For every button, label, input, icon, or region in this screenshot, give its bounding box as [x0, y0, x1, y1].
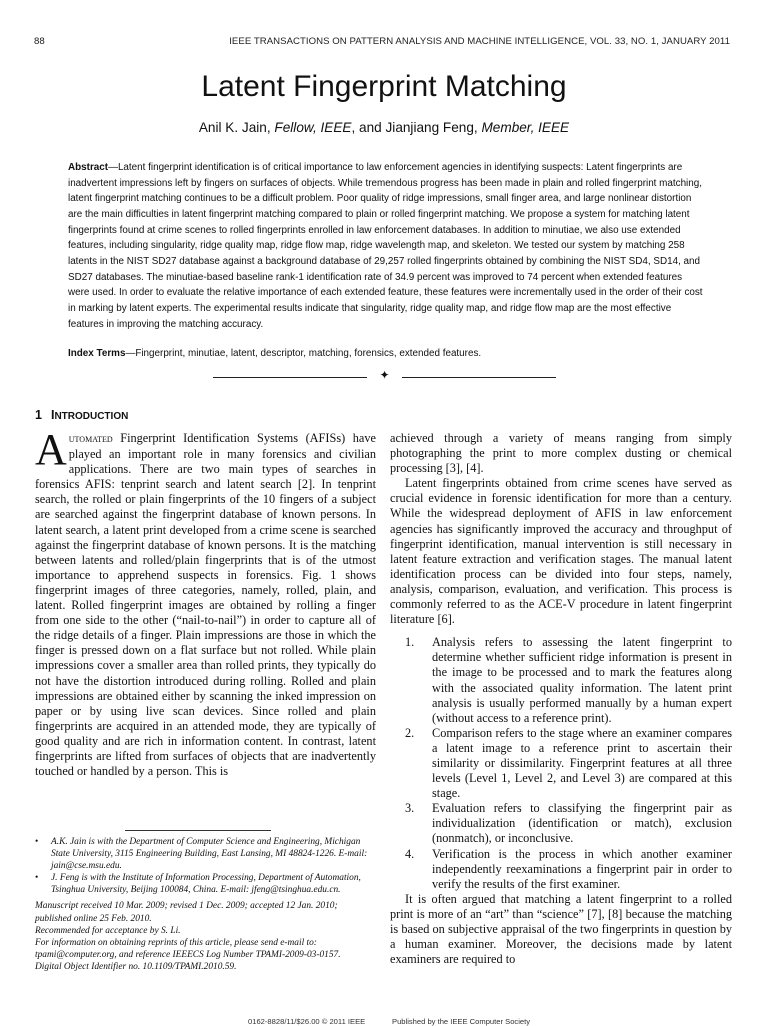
- right-column: [390, 431, 732, 967]
- divider-line-right: [402, 377, 556, 378]
- list-text: Analysis refers to assessing the latent fingerprint to determine whether sufficient ridge information is present in the image to be processed and to mark the features along with the associated quality information. The latent print analysis is usually performed manually by a human expert (without access to a reference print).: [432, 635, 732, 725]
- author-name: Anil K. Jain,: [198, 120, 271, 135]
- index-terms: [68, 346, 703, 361]
- list-number: 1.: [405, 635, 415, 650]
- lead-smallcaps: utomated: [68, 433, 113, 445]
- intro-paragraph: [35, 425, 376, 779]
- paper-title: Latent Fingerprint Matching: [201, 70, 567, 103]
- section-title-rest: NTRODUCTION: [54, 411, 129, 422]
- reprints-note: For information on obtaining reprints of this article, please send e-mail to: tpami@computer.org, and reference IEEECS Log Number TPAMI-2009-03-0157.: [35, 937, 341, 960]
- list-item: [390, 801, 732, 846]
- footnote-text: J. Feng is with the Institute of Information Processing, Department of Automation, Tsinghua University, Beijing 100084, China. E-mail: jfeng@tsinghua.edu.cn.: [51, 873, 361, 896]
- doi-note: Digital Object Identifier no. 10.1109/TPAMI.2010.59.: [35, 961, 237, 972]
- section-heading: [35, 408, 128, 422]
- list-number: 4.: [405, 846, 415, 861]
- bullet-icon: •: [35, 837, 39, 847]
- copyright-footer: 0162-8828/11/$26.00 © 2011 IEEE: [248, 1017, 366, 1026]
- abstract-text: —Latent fingerprint identification is of critical importance to law enforcement agencies in identifying suspects: Latent fingerprints are inadvertent impressions left by fingers on surfaces of objects. While tremendous progress has been made in plain and rolled fingerprint matching, latent fingerprint matching continues to be a difficult problem. Poor quality of ridge impressions, small finger area, and large nonlinear distortion are the main difficulties in latent fingerprint matching compared to plain or rolled fingerprint matching. We propose a system for matching latent fingerprints found at crime scenes to rolled fingerprints enrolled in law enforcement databases. In addition to minutiae, we also use extended features, including singularity, ridge quality map, ridge flow map, ridge wavelength map, and skeleton. We tested our system by matching 258 latents in the NIST SD27 database against a background database of 29,257 rolled fingerprints obtained by combining the NIST SD4, SD14, and SD27 databases. The minutiae-based baseline rank-1 identification rate of 34.9 percent was improved to 74 percent when extended features were used. In order to evaluate the relative importance of each extended feature, these features were incrementally used in the order of their cost in marking by latent experts. The experimental results indicate that singularity, ridge quality map, and ridge flow map are the most effective features in improving the matching accuracy.: [68, 162, 703, 330]
- list-number: 2.: [405, 725, 415, 740]
- body-paragraph: achieved through a variety of means ranging from simply photographing the print to more complex dusting or chemical processing [3], [4].: [390, 431, 732, 476]
- author-conjunction: , and: [351, 120, 382, 135]
- section-divider: [213, 370, 556, 386]
- recommended-note: Recommended for acceptance by S. Li.: [35, 925, 181, 936]
- ace-v-list: [390, 635, 732, 892]
- divider-ornament-icon: ✦: [379, 368, 390, 382]
- author-line: [0, 120, 768, 135]
- author-footnote: [35, 872, 376, 896]
- footnote-rule: [125, 830, 271, 831]
- author-role: Fellow, IEEE: [274, 120, 352, 135]
- bullet-icon: •: [35, 873, 39, 884]
- abstract: [68, 160, 703, 332]
- body-paragraph: It is often argued that matching a latent fingerprint to a rolled print is more of an “art” than “science” [7], [8] because the matching is based on subjective appraisal of the two fingerprints in question by a human examiner. Moreover, the decisions made by latent examiners are required to: [390, 891, 732, 967]
- author-role: Member, IEEE: [481, 120, 570, 135]
- intro-text: Fingerprint Identification Systems (AFISs) have played an important role in many forensics and civilian applications. There are two main types of searches in forensics AFIS: tenprint search and latent search [2]. In tenprint search, the rolled or plain fingerprints of the 10 fingers of a subject are searched against the fingerprint database of known persons. In latent search, a latent print developed from a crime scene is searched against the fingerprint database of known persons. It is the matching between latents and rolled/plain fingerprints that is of the utmost importance to apprehend suspects in forensics. Fig. 1 shows fingerprint images of three categories, namely, rolled, plain, and latent. Rolled fingerprint images are obtained by rolling a finger from one side to the other (“nail-to-nail”) in order to capture all of the ridge details of a finger. Plain impressions are those in which the finger is pressed down on a flat surface but not rolled. While plain impressions cover a smaller area than rolled prints, they typically do not have the distortion introduced during rolling. Rolled and plain impressions are obtained either by scanning the inked impression on paper or by using live scan devices. Since rolled and plain fingerprints are acquired in an attended mode, they are typically of good quality and are rich in information content. In contrast, latent fingerprints are lifted from surfaces of objects that are inadvertently touched or handled by a person. This is: [35, 431, 376, 779]
- section-title-initial: I: [50, 408, 55, 422]
- list-text: Comparison refers to the stage where an examiner compares a latent image to a reference print to ascertain their similarity or dissimilarity. Fingerprint features at all three levels (Level 1, Level 2, and Level 3) are compared at this stage.: [432, 725, 732, 801]
- publisher-footer: Published by the IEEE Computer Society: [392, 1017, 531, 1026]
- list-item: [390, 726, 732, 801]
- list-item: [390, 635, 732, 726]
- abstract-label: Abstract: [68, 162, 109, 173]
- index-terms-text: —Fingerprint, minutiae, latent, descriptor, matching, forensics, extended features.: [125, 348, 482, 359]
- footnotes: [35, 836, 376, 973]
- list-item: [390, 847, 732, 892]
- page-number: 88: [34, 36, 45, 47]
- drop-cap: A: [35, 425, 67, 474]
- footnote-text: A.K. Jain is with the Department of Computer Science and Engineering, Michigan State University, 3115 Engineering Building, East Lansing, MI 48824-1226. E-mail: jain@cse.msu.edu.: [51, 837, 368, 872]
- body-paragraph: Latent fingerprints obtained from crime scenes have served as crucial evidence in forensic identification for more than a century. While the widespread deployment of AFIS in law enforcement agencies has significantly improved the accuracy and throughput of fingerprint identification, manual intervention is still necessary in latent feature extraction and verification stages. The manual latent identification process can be divided into four steps, namely, analysis, comparison, evaluation, and verification. This process is commonly referred to as the ACE-V procedure in latent fingerprint literature [6].: [390, 476, 732, 627]
- author-footnote: [35, 836, 376, 872]
- left-column: [35, 425, 376, 779]
- manuscript-note: Manuscript received 10 Mar. 2009; revised 1 Dec. 2009; accepted 12 Jan. 2010; published online 25 Feb. 2010.: [35, 901, 338, 924]
- author-name: Jianjiang Feng,: [385, 120, 478, 135]
- list-text: Verification is the process in which another examiner independently reexaminations a fingerprint pair in order to verify the results of the first examiner.: [432, 846, 732, 891]
- section-number: 1: [35, 408, 42, 422]
- list-text: Evaluation refers to classifying the fingerprint pair as individualization (identification or match), exclusion (nonmatch), or inconclusive.: [432, 801, 732, 846]
- list-number: 3.: [405, 801, 415, 816]
- journal-header: IEEE TRANSACTIONS ON PATTERN ANALYSIS AND MACHINE INTELLIGENCE, VOL. 33, NO. 1, JANUARY 2011: [229, 36, 730, 47]
- index-terms-label: Index Terms: [68, 348, 126, 359]
